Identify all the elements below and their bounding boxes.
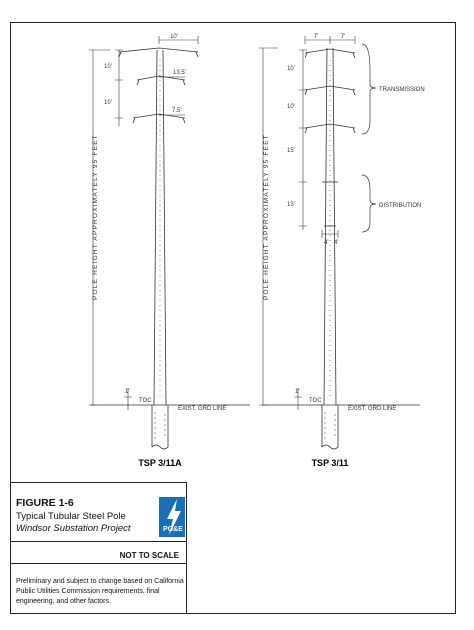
dim-lower-width: 7.5' xyxy=(172,108,182,114)
title-block xyxy=(10,482,187,614)
dim-middle-span: 10' xyxy=(104,100,112,106)
figure-title: Typical Tubular Steel Pole xyxy=(16,511,126,522)
dim-top-width: 10' xyxy=(170,34,178,40)
dim-dist-right: 4' xyxy=(334,240,339,246)
distribution-label: DISTRIBUTION xyxy=(379,203,422,209)
pole-left-labels xyxy=(92,34,226,412)
ground-line-label: EXIST. GRD LINE xyxy=(178,406,227,412)
dim-span-3: 15' xyxy=(287,148,295,154)
toc-label: TOC xyxy=(139,398,152,404)
pole-left xyxy=(89,36,250,449)
dim-foundation: 1' xyxy=(295,389,300,395)
dim-top-width-left: 7' xyxy=(313,34,319,40)
toc-label: TOC xyxy=(309,398,322,404)
pge-logo-icon xyxy=(159,497,185,537)
figure-number: FIGURE 1-6 xyxy=(16,497,74,509)
disclaimer-text: Preliminary and subject to change based on California Public Utilities Commission requirements, final engineering, and other factors. xyxy=(16,578,184,605)
pole-left-name: TSP 3/11A xyxy=(138,458,182,468)
ground-line-label: EXIST. GRD LINE xyxy=(348,406,397,412)
dim-middle-width: 13.5' xyxy=(173,70,186,76)
dim-top-width-right: 7' xyxy=(340,34,346,40)
dim-foundation: 1' xyxy=(125,389,130,395)
dim-span-2: 10' xyxy=(287,104,295,110)
pole-right xyxy=(259,36,420,449)
dim-span-1: 10' xyxy=(287,66,295,72)
svg-text:PG&E: PG&E xyxy=(163,526,183,533)
dim-dist-left: 4' xyxy=(324,240,329,246)
scale-note: NOT TO SCALE xyxy=(119,551,179,560)
dim-upper-span: 10' xyxy=(104,64,112,70)
pole-height-label: POLE HEIGHT APPROXIMATELY 95 FEET xyxy=(263,134,270,300)
pole-right-labels xyxy=(263,34,425,412)
pole-right-name: TSP 3/11 xyxy=(311,458,349,468)
title-divider xyxy=(11,563,186,564)
title-divider xyxy=(11,541,186,542)
transmission-label: TRANSMISSION xyxy=(379,87,425,93)
pole-height-label: POLE HEIGHT APPROXIMATELY 95 FEET xyxy=(92,134,99,300)
dim-span-4: 13' xyxy=(287,202,295,208)
project-name: Windsor Substation Project xyxy=(16,523,131,534)
